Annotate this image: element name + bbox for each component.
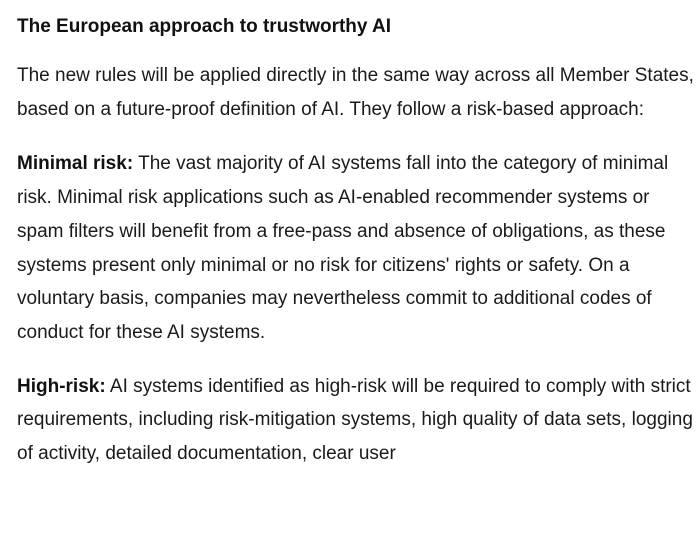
article-body — [17, 0, 697, 471]
intro-paragraph: The new rules will be applied directly in the same way across all Member States, based on a future-proof definition of AI. They follow a risk-based approach: — [17, 65, 694, 120]
high-risk-paragraph — [17, 370, 697, 471]
minimal-risk-paragraph — [17, 147, 697, 349]
high-risk-text: AI systems identified as high-risk will be required to comply with strict requirements, including risk-mitigation systems, high quality of data sets, logging of activity, detailed documentation, clear user — [17, 375, 693, 465]
minimal-risk-text: The vast majority of AI systems fall into the category of minimal risk. Minimal risk applications such as AI-enabled recommender systems or spam filters will benefit from a free-pass and absence of obligations, as these systems present only minimal or no risk for citizens' rights or safety. On a voluntary basis, companies may nevertheless commit to additional codes of conduct for these AI systems. — [17, 153, 669, 343]
minimal-risk-term: Minimal risk: — [17, 153, 134, 175]
article-heading: The European approach to trustworthy AI — [17, 16, 392, 37]
high-risk-term: High-risk: — [17, 375, 106, 397]
